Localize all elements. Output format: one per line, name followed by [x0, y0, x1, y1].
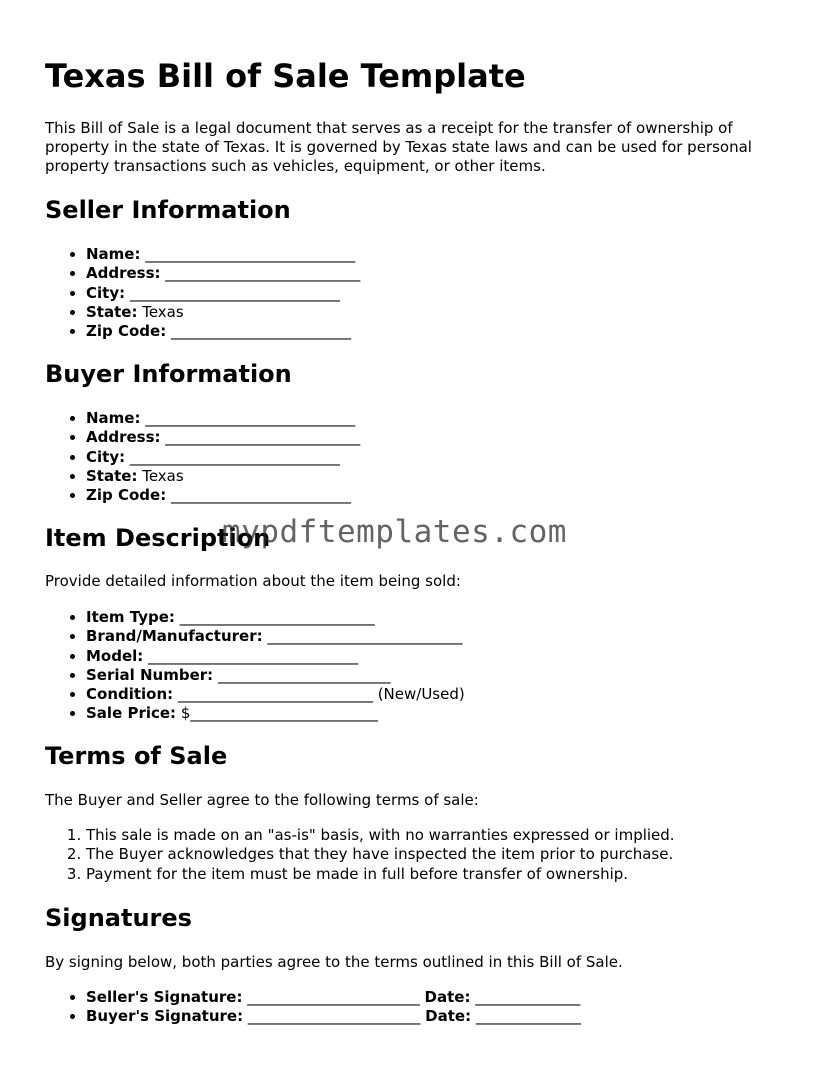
- page-title: Texas Bill of Sale Template: [45, 57, 526, 95]
- field-blank: ________________________: [166, 486, 351, 505]
- item-model-field: [86, 647, 465, 666]
- buyer-zip-field: [86, 486, 360, 505]
- buyer-name-field: [86, 409, 360, 428]
- date-label: Date:: [424, 988, 471, 1006]
- terms-heading: Terms of Sale: [45, 742, 228, 770]
- field-label: State:: [86, 466, 138, 485]
- field-blank: ____________________________: [140, 245, 356, 263]
- buyer-city-field: [86, 448, 360, 467]
- buyer-heading: Buyer Information: [45, 360, 292, 388]
- signature-lines: [45, 988, 581, 1027]
- signature-blank: _______________________: [243, 1007, 426, 1026]
- field-value: Texas: [137, 466, 184, 485]
- field-label: State:: [86, 302, 138, 321]
- field-label: Zip Code:: [86, 322, 167, 341]
- signature-blank: _______________________: [242, 988, 425, 1006]
- signatures-intro: By signing below, both parties agree to the terms outlined in this Bill of Sale.: [45, 953, 623, 971]
- field-blank: __________________________: [262, 627, 463, 646]
- item-price-field: [86, 704, 465, 723]
- intro-paragraph: This Bill of Sale is a legal document that serves as a receipt for the transfer of ownership of property in the state of Texas. It is governed by Texas state laws and can be used for personal property transactions such as vehicles, equipment, or other items.: [45, 119, 752, 175]
- field-label: Model:: [86, 646, 144, 665]
- seller-name-field: [86, 245, 360, 264]
- item-condition-field: [86, 685, 465, 704]
- signature-label: Buyer's Signature:: [86, 1007, 244, 1026]
- field-blank: __________________________: [160, 428, 361, 447]
- buyer-address-field: [86, 428, 360, 447]
- field-blank: ____________________________: [143, 646, 359, 665]
- field-label: Brand/Manufacturer:: [86, 627, 263, 646]
- date-label: Date:: [425, 1007, 472, 1026]
- field-label: Address:: [86, 428, 161, 447]
- field-label: Zip Code:: [86, 486, 167, 505]
- signatures-heading: Signatures: [45, 904, 192, 932]
- field-label: City:: [86, 447, 126, 466]
- field-label: Condition:: [86, 685, 174, 704]
- item-type-field: [86, 608, 465, 627]
- seller-fields: [45, 245, 360, 341]
- field-blank: ____________________________: [125, 283, 340, 302]
- buyer-fields: [45, 409, 360, 505]
- item-fields: [45, 608, 465, 724]
- field-blank: ____________________________: [125, 447, 340, 466]
- terms-list: [45, 826, 675, 884]
- item-heading: Item Description: [45, 524, 271, 552]
- terms-intro: The Buyer and Seller agree to the following terms of sale:: [45, 791, 479, 809]
- signature-label: Seller's Signature:: [86, 988, 243, 1006]
- watermark-text: mypdftemplates.com: [222, 514, 567, 550]
- item-brand-field: [86, 627, 465, 646]
- seller-state-field: [86, 303, 360, 322]
- field-label: Address:: [86, 264, 161, 283]
- field-label: Name:: [86, 245, 141, 263]
- terms-item: 2. The Buyer acknowledges that they have inspected the item prior to purchase.: [86, 845, 675, 864]
- date-blank: ______________: [471, 1007, 581, 1026]
- field-label: Serial Number:: [86, 665, 214, 684]
- field-blank: __________________________ (New/Used): [173, 685, 465, 704]
- field-blank: _______________________: [213, 665, 391, 684]
- field-blank: ____________________________: [140, 409, 356, 427]
- buyer-state-field: [86, 467, 360, 486]
- field-label: City:: [86, 283, 126, 302]
- seller-signature-line: [86, 988, 581, 1007]
- terms-item: 1. This sale is made on an "as-is" basis, with no warranties expressed or implied.: [86, 826, 675, 845]
- seller-address-field: [86, 264, 360, 283]
- item-serial-field: [86, 666, 465, 685]
- item-intro: Provide detailed information about the item being sold:: [45, 572, 461, 590]
- field-label: Sale Price:: [86, 704, 177, 723]
- field-blank: __________________________: [160, 264, 361, 283]
- field-label: Item Type:: [86, 608, 175, 626]
- seller-heading: Seller Information: [45, 196, 291, 224]
- seller-zip-field: [86, 322, 360, 341]
- field-label: Name:: [86, 409, 141, 427]
- buyer-signature-line: [86, 1007, 581, 1026]
- date-blank: ______________: [470, 988, 581, 1006]
- field-blank: $_________________________: [176, 704, 378, 723]
- field-value: Texas: [137, 302, 184, 321]
- field-blank: ________________________: [166, 322, 351, 341]
- seller-city-field: [86, 284, 360, 303]
- terms-item: 3. Payment for the item must be made in full before transfer of ownership.: [86, 865, 675, 884]
- field-blank: __________________________: [174, 608, 375, 626]
